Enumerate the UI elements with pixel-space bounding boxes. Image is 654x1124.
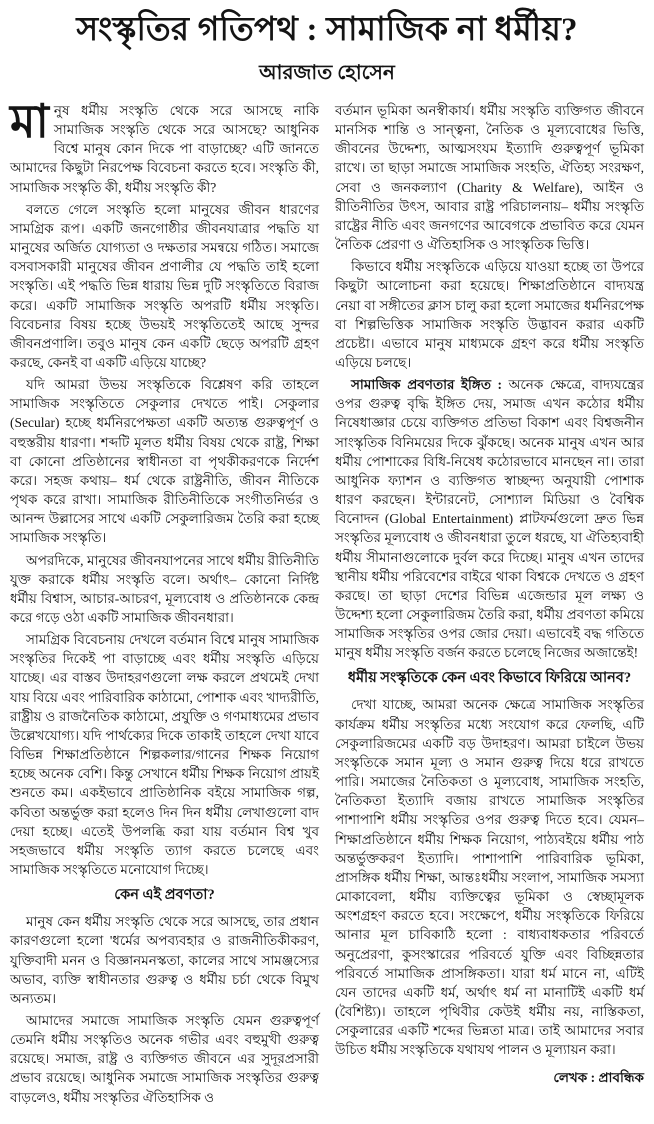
article-column-1: [10, 95, 319, 1110]
article-column-2: [335, 101, 644, 1091]
body-paragraph: দেখা যাচ্ছে, আমরা অনেক ক্ষেত্রে সামাজিক সংস্কৃতির কার্যক্রম ধর্মীয় সংস্কৃতির মধ্যে সংযোগ করে ফেলছি, এটি সেকুলারিজমের একটি বড় উদাহরণ। আমরা চাইলে উভয় সংস্কৃতিকে সমান মূল্য ও সমান গুরুত্ব দিয়ে ধরে রাখতে পারি। সমাজের নৈতিকতা ও মূল্যবোধ, সামাজিক সংহতি, নৈতিকতা ইত্যাদি বজায় রাখতে সামাজিক সংস্কৃতির পাশাপাশি ধর্মীয় সংস্কৃতির ওপর গুরুত্ব দিতে হবে। যেমন– শিক্ষাপ্রতিষ্ঠানে ধর্মীয় শিক্ষক নিয়োগ, পাঠ্যবইয়ে ধর্মীয় পাঠ অন্তর্ভুক্তকরণ ইত্যাদি। পাশাপাশি পারিবারিক ভূমিকা, প্রাসঙ্গিক ধর্মীয় শিক্ষা, আন্তঃধর্মীয় সংলাপ, সামাজিক সমস্যা মোকাবেলা, ধর্মীয় ব্যক্তিত্বের ভূমিকা ও স্বেচ্ছামূলক অংশগ্রহণ করতে হবে। সংক্ষেপে, ধর্মীয় সংস্কৃতিকে ফিরিয়ে আনার মূল চাবিকাঠি হলো : বাধ্যবাধকতার পরিবর্তে অনুপ্রেরণা, কুসংস্কারের পরিবর্তে যুক্তি এবং বিচ্ছিন্নতার পরিবর্তে সামাজিক প্রাসঙ্গিকতা। যারা ধর্ম মানে না, এটিই যেন তাদের একটি ধর্ম, অর্থাৎ ধর্ম না মানাটিই একটি ধর্ম (বৈশিষ্ট্য)। তাহলে পৃথিবীর কেউই ধর্মীয় নয়, নাস্তিকতা, সেকুলারের একটি শব্দের ভিন্নতা মাত্র। তাই আমাদের সবার উচিত ধর্মীয় সংস্কৃতিকে যথাযথ পালন ও মূল্যায়ন করা।: [335, 697, 644, 1058]
section-subhead: ধর্মীয় সংস্কৃতিকে কেন এবং কিভাবে ফিরিয়ে আনব?: [347, 670, 632, 687]
drop-cap: মা: [10, 95, 49, 147]
section-subhead: কেন এই প্রবণতা?: [114, 887, 215, 904]
article-headline: সংস্কৃতির গতিপথ : সামাজিক না ধর্মীয়?: [76, 12, 578, 48]
article-byline: আরজাত হোসেন: [259, 61, 395, 84]
body-paragraph: সামাজিক প্রবণতার ইঙ্গিত : অনেক ক্ষেত্রে, বাদ্যযন্ত্রের ওপর গুরুত্ব বৃদ্ধি ইঙ্গিত দেয়, সমাজ এখন কঠোর ধর্মীয় নিষেধাজ্ঞার চেয়ে ব্যক্তিগত প্রতিভা বিকাশ এবং বিশ্বজনীন সাংস্কৃতিক বিনিময়ের দিকে ঝুঁকছে। অনেক মানুষ এখন আর ধর্মীয় পোশাকের বিধি-নিষেধ কঠোরভাবে মানছেন না। তারা আধুনিক ফ্যাশন ও ব্যক্তিগত স্বাচ্ছন্দ্য অনুযায়ী পোশাক ধারণ করছেন। ইন্টারনেট, সোশ্যাল মিডিয়া ও বৈশ্বিক বিনোদন (Global Entertainment) প্লাটফর্মগুলো দ্রুত ভিন্ন সংস্কৃতির মূল্যবোধ ও জীবনধারা তুলে ধরছে, যা ঐতিহ্যবাহী ধর্মীয় সীমানাগুলোকে দুর্বল করে দিচ্ছে। মানুষ এখন তাদের স্থানীয় ধর্মীয় পরিবেশের বাইরে থাকা বিশ্বকে দেখতে ও গ্রহণ করছে। তা ছাড়া দেশের বিভিন্ন এজেন্ডার মূল লক্ষ্য ও উদ্দেশ্য হলো সেকুলারিজম তৈরি করা, ধর্মীয় প্রবণতা কমিয়ে সামাজিক সংস্কৃতির ওপর জোর দেয়া। এভাবেই বদ্ধ গতিতে মানুষ ধর্মীয় সংস্কৃতি বর্জন করতে চলেছে নিজের অজান্তেই!: [335, 377, 644, 661]
body-paragraph: বলতে গেলে সংস্কৃতি হলো মানুষের জীবন ধারণের সামগ্রিক রূপ। একটি জনগোষ্ঠীর জীবনযাত্রার পদ্ধতি যা মানুষের অর্জিত যোগ্যতা ও দক্ষতার সমন্বয়ে গঠিত। সমাজে বসবাসকারী মানুষের জীবন প্রণালীর যে পদ্ধতি তাই হলো সংস্কৃতি। এই পদ্ধতি ভিন্ন ধারায় ভিন্ন দুটি সংস্কৃতিতে বিরাজ করে। একটি সামাজিক সংস্কৃতি অপরটি ধর্মীয় সংস্কৃতি। বিবেচনার বিষয় হচ্ছে উভয়ই সংস্কৃতিতেই আছে সুন্দর জীবনপ্রণালি। তবুও মানুষ কেন একটি ছেড়ে অপরটি গ্রহণ করছে, কেনই বা একটি এড়িয়ে যাচ্ছে?: [10, 201, 319, 370]
body-paragraph: অপরদিকে, মানুষের জীবনযাপনের সাথে ধর্মীয় রীতিনীতি যুক্ত করাকে ধর্মীয় সংস্কৃতি বলে। অর্থাৎ– কোনো নির্দিষ্ট ধর্মীয় বিশ্বাস, আচার-আচরণ, মূল্যবোধ ও প্রতিষ্ঠানকে কেন্দ্র করে গড়ে ওঠা একটি সামাজিক জীবনধারা।: [10, 552, 319, 625]
body-paragraph: যদি আমরা উভয় সংস্কৃতিকে বিশ্লেষণ করি তাহলে সামাজিক সংস্কৃতিতে সেকুলার দেখতে পাই। সেকুলার (Secular) হচ্ছে ধর্মনিরপেক্ষতা একটি অত্যন্ত গুরুত্বপূর্ণ ও বহুস্তরীয় ধারণা। শব্দটি মূলত ধর্মীয় বিষয় থেকে রাষ্ট্র, শিক্ষা বা কোনো প্রতিষ্ঠানের স্বাধীনতা বা পৃথকীকরণকে নির্দেশ করে। সহজ কথায়– ধর্ম থেকে রাষ্ট্রনীতি, জীবন নীতিকে পৃথক করে রাখা। সামাজিক রীতিনীতিকে সংগীতনির্ভর ও আনন্দ উল্লাসের সাথে একটি সেকুলারিজম তৈরি করা হচ্ছে সামাজিক সংস্কৃতি।: [10, 377, 319, 546]
body-paragraph: আমাদের সমাজে সামাজিক সংস্কৃতি যেমন গুরুত্বপূর্ণ তেমনি ধর্মীয় সংস্কৃতিও অনেক গভীর এবং বহুমুখী গুরুত্ব রয়েছে। সমাজ, রাষ্ট্র ও ব্যক্তিগত জীবনে এর সুদূরপ্রসারী প্রভাব রয়েছে। আধুনিক সমাজে সামাজিক সংস্কৃতির গুরুত্ব বাড়লেও, ধর্মীয় সংস্কৃতির ঐতিহাসিক ও: [10, 1012, 319, 1105]
paragraph-lead: সামাজিক প্রবণতার ইঙ্গিত :: [351, 377, 509, 393]
body-paragraph: কিভাবে ধর্মীয় সংস্কৃতিকে এড়িয়ে যাওয়া হচ্ছে তা উপরে কিছুটা আলোচনা করা হয়েছে। শিক্ষাপ্রতিষ্ঠানে বাদ্যযন্ত্র নেয়া বা সঙ্গীতের ক্লাস চালু করা হলো সমাজের ধর্মনিরপেক্ষ বা শিল্পভিত্তিক সামাজিক সংস্কৃতি উদ্ভাবন করার একটি প্রচেষ্টা। এভাবে মানুষ মাধ্যমকে গ্রহণ করে ধর্মীয় সংস্কৃতি এড়িয়ে চলছে।: [335, 259, 644, 370]
body-paragraph: বর্তমান ভূমিকা অনস্বীকার্য। ধর্মীয় সংস্কৃতি ব্যক্তিগত জীবনে মানসিক শান্তি ও সান্ত্বনা, নৈতিক ও মূল্যবোধের ভিত্তি, জীবনের উদ্দেশ্য, আত্মসংযম ইত্যাদি গুরুত্বপূর্ণ ভূমিকা রাখে। তা ছাড়া সমাজে সামাজিক সংহতি, ঐতিহ্য সংরক্ষণ, সেবা ও জনকল্যাণ (Charity & Welfare), আইন ও রীতিনীতির উৎস, আবার রাষ্ট্র পরিচালনায়– ধর্মীয় সংস্কৃতি রাষ্ট্রের নীতি এবং জনগণের আবেগকে প্রভাবিত করে যেমন নৈতিক প্রেরণা ও ঐতিহাসিক ও সাংস্কৃতিক ভিত্তি।: [335, 102, 644, 253]
author-signature: লেখক : প্রাবন্ধিক: [553, 1070, 644, 1086]
body-paragraph: মানুষ ধর্মীয় সংস্কৃতি থেকে সরে আসছে নাকি সামাজিক সংস্কৃতি থেকে সরে আসছে? আধুনিক বিশ্বে মানুষ কোন দিকে পা বাড়াচ্ছে? এটি জানতে আমাদের কিছুটা নিরপেক্ষ বিবেচনা করতে হবে। সংস্কৃতি কী, সামাজিক সংস্কৃতি কী, ধর্মীয় সংস্কৃতি কী?: [10, 95, 319, 195]
body-paragraph: মানুষ কেন ধর্মীয় সংস্কৃতি থেকে সরে আসছে, তার প্রধান কারণগুলো হলো 'ধর্মের অপব্যবহার ও রাজনীতিকীকরণ, যুক্তিবাদী মনন ও বিজ্ঞানমনস্কতা, কালের সাথে সামঞ্জস্যের অভাব, ব্যক্তি স্বাধীনতার গুরুত্ব ও ধর্মীয় চর্চা থেকে বিমুখ অন্যতম।: [10, 914, 319, 1006]
body-paragraph: সামগ্রিক বিবেচনায় দেখলে বর্তমান বিশ্বে মানুষ সামাজিক সংস্কৃতির দিকেই পা বাড়াচ্ছে এবং ধর্মীয় সংস্কৃতি এড়িয়ে যাচ্ছে। এর বাস্তব উদাহরণগুলো লক্ষ করলে প্রথমেই দেখা যায় বিয়ে এবং পারিবারিক কাঠামো, পোশাক এবং খাদ্যরীতি, রাষ্ট্রীয় ও রাজনৈতিক কাঠামো, প্রযুক্তি ও গণমাধ্যমের প্রভাব উল্লেখযোগ্য। যদি পার্থক্যের দিকে তাকাই তাহলে দেখা যাবে বিভিন্ন শিক্ষাপ্রতিষ্ঠানে শিল্পকলার/গানের শিক্ষক নিয়োগ হচ্ছে অনেক বেশি। কিন্তু সেখানে ধর্মীয় শিক্ষক নিয়োগ প্রায়ই শুনতে কম। একইভাবে প্রাতিষ্ঠানিক বইয়ে সামাজিক গল্প, কবিতা অন্তর্ভুক্ত করা হলেও দিন দিন ধর্মীয় লেখাগুলো বাদ দেয়া হচ্ছে। এতেই উপলব্ধি করা যায় বর্তমান বিশ্ব খুব সহজভাবে ধর্মীয় সংস্কৃতি ত্যাগ করতে চলেছে এবং সামাজিক সংস্কৃতিতে মনোযোগ দিচ্ছে।: [10, 632, 319, 878]
article-columns: [10, 95, 644, 1110]
